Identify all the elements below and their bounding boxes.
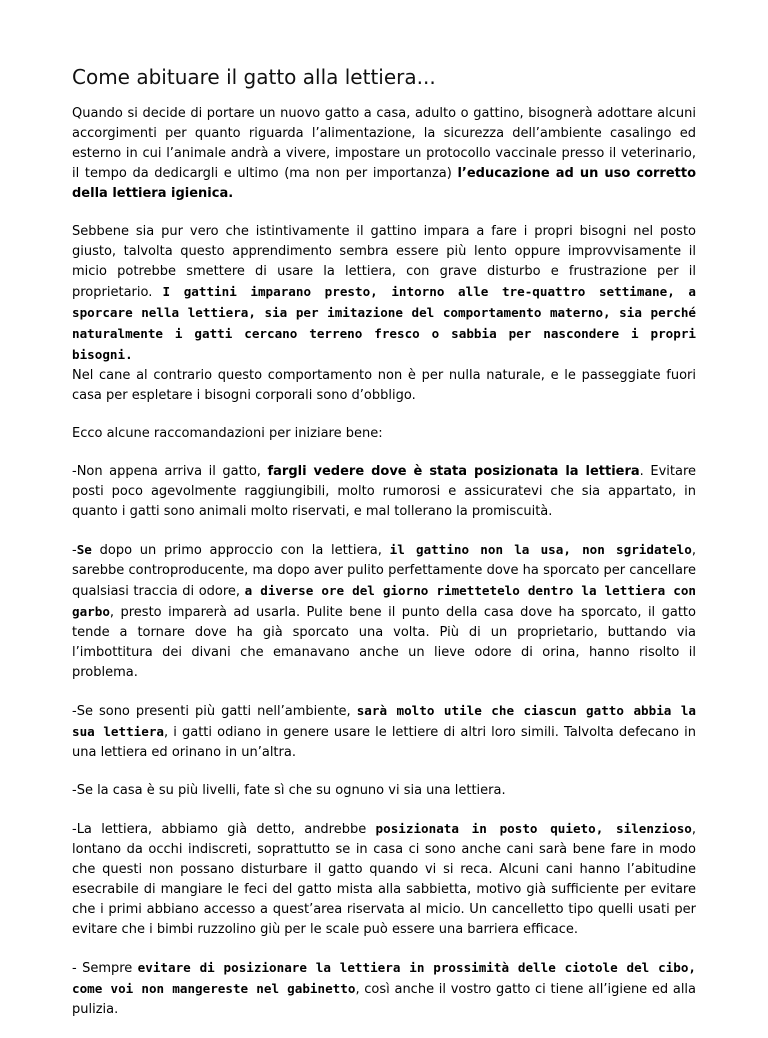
document-page — [72, 64, 696, 1038]
bold-text: a diverse ore del giorno rimettetelo dentro la lettiera con garbo — [72, 583, 697, 619]
text: , sarebbe controproducente, ma dopo aver pulito perfettamente dove ha sporcato per cancellare qualsiasi traccia di odore, — [72, 543, 696, 599]
text: Sebbene sia pur vero che istintivamente il gattino impara a fare i propri bisogni nel posto giusto, talvolta questo apprendimento sembra essere più lento oppure improvvisamente il micio potrebbe smettere di usare la lettiera, con grave disturbo e frustrazione per il proprietario. — [72, 224, 696, 300]
text: Quando si decide di portare un nuovo gatto a casa, adulto o gattino, bisognerà adottare alcuni accorgimenti per quanto riguarda l’alimentazione, la sicurezza dell’ambiente casalingo ed esterno in cui l’animale andrà a vivere, impostare un protocollo vaccinale presso il veterinario, il tempo da dedicargli e ultimo (ma non per importanza) — [72, 106, 696, 181]
paragraph-levels: -Se la casa è su più livelli, fate sì che su ognuno vi sia una lettiera. — [72, 783, 506, 798]
text: , presto imparerà ad usarla. Pulite bene il punto della casa dove ha sporcato, il gatto tende a tornare dove ha già sporcato una volta. Più di un proprietario, buttando via l’imbottitura dei divani che emanavano anche un lieve odore di orina, hanno risolto il problema. — [72, 605, 696, 680]
text: . Evitare posti poco agevolmente raggiungibili, molto rumorosi e assicuratevi che sia appartato, in quanto i gatti sono animali molto riservati, e mal tollerano la promiscuità. — [72, 464, 696, 519]
paragraph-quiet-place — [72, 819, 696, 940]
paragraph-food-bowls — [72, 958, 696, 1020]
paragraph-no-scolding — [72, 540, 696, 683]
bold-text: il gattino non la usa, non sgridatelo — [389, 542, 692, 557]
paragraph-instinct — [72, 222, 696, 366]
text: , i gatti odiano in genere usare le lettiere di altri loro simili. Talvolta defecano in una lettiera ed orinano in un’altra. — [72, 725, 696, 760]
paragraph-multiple-cats — [72, 701, 696, 763]
bold-text: fargli vedere dove è stata posizionata la lettiera — [267, 464, 640, 479]
paragraph-dog: Nel cane al contrario questo comportamento non è per nulla naturale, e le passeggiate fuori casa per espletare i bisogni corporali sono d’obbligo. — [72, 368, 696, 403]
paragraph-show-litter — [72, 462, 696, 522]
bold-text: l’educazione ad un uso corretto della lettiera igienica. — [72, 166, 697, 201]
bold-text: posizionata in posto quieto, silenzioso — [375, 821, 692, 836]
text: dopo un primo approccio con la lettiera, — [91, 543, 390, 558]
text: , lontano da occhi indiscreti, soprattutto se in casa ci sono anche cani sarà bene fare in modo che questi non possano disturbare il gatto quando vi si reca. Alcuni cani hanno l’abitudine esecrabile di mangiare le feci del gatto mista alla sabbietta, motivo già sufficiente per evitare che i primi abbiano accesso a quest’area riservata al micio. Un cancelletto tipo quelli usati per evitare che i bimbi ruzzolino giù per le scale può essere una barriera efficace. — [72, 822, 696, 937]
text: - Sempre — [72, 961, 138, 976]
text: -La lettiera, abbiamo già detto, andrebbe — [72, 822, 376, 837]
bold-text: sarà molto utile che ciascun gatto abbia la sua lettiera — [72, 703, 696, 739]
bold-text: Se — [76, 542, 92, 557]
text: , così anche il vostro gatto ci tiene all’igiene ed alla pulizia. — [72, 982, 697, 1017]
text: - — [72, 543, 77, 558]
text: -Se sono presenti più gatti nell’ambiente, — [72, 704, 357, 719]
bold-text: evitare di posizionare la lettiera in prossimità delle ciotole del cibo, come voi non mangereste nel gabinetto — [72, 960, 696, 996]
page-title: Come abituare il gatto alla lettiera... — [72, 65, 436, 89]
paragraph-intro — [72, 104, 696, 204]
text: -Non appena arriva il gatto, — [72, 464, 268, 479]
paragraph-recommendations-intro: Ecco alcune raccomandazioni per iniziare bene: — [72, 426, 383, 441]
bold-text: I gattini imparano presto, intorno alle tre-quattro settimane, a sporcare nella lettiera, sia per imitazione del comportamento materno, sia perché naturalmente i gatti cercano terreno fresco o sabbia per nascondere i propri bisogni. — [72, 284, 696, 362]
